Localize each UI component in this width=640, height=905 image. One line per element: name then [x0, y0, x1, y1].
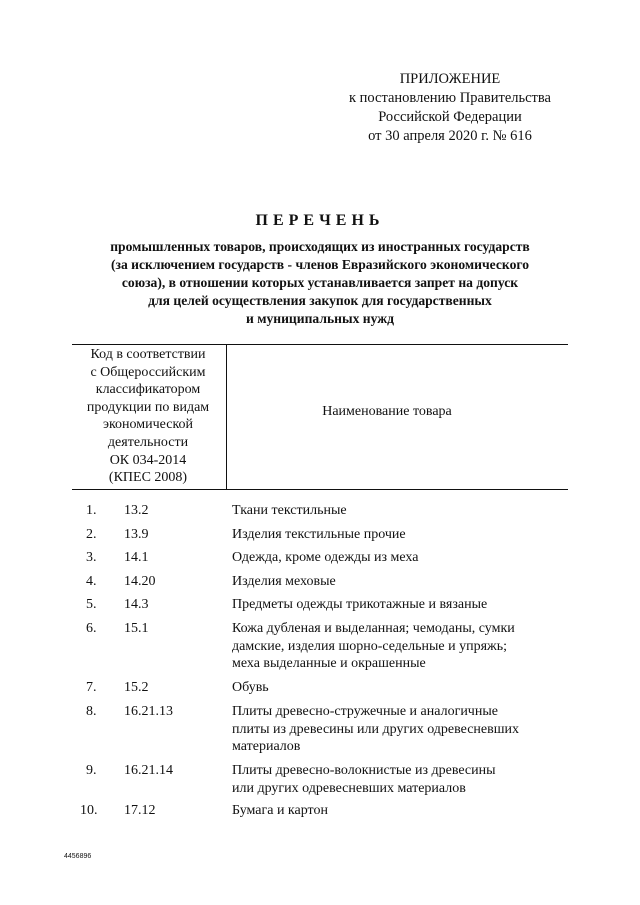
column-header-line: продукции по видам — [86, 399, 210, 415]
appendix-line: к постановлению Правительства — [349, 90, 551, 106]
row-code: 15.2 — [124, 680, 149, 695]
row-number: 10. — [80, 803, 98, 818]
column-header-name: Наименование товара — [322, 404, 452, 419]
row-name-line: или других одревесневших материалов — [232, 780, 466, 796]
subtitle-line: и муниципальных нужд — [245, 311, 394, 326]
row-name-line: Ткани текстильные — [232, 503, 347, 518]
column-header-line: классификатором — [95, 382, 201, 398]
row-code: 15.1 — [124, 621, 149, 636]
subtitle-line: союза), в отношении которых устанавливается запрет на допуск — [121, 275, 519, 290]
column-header-line: (КПЕС 2008) — [108, 470, 188, 486]
row-code: 16.21.13 — [124, 704, 173, 719]
row-number: 5. — [86, 597, 97, 612]
row-name-line: Бумага и картон — [232, 803, 328, 818]
row-name-line: Обувь — [232, 680, 269, 695]
row-code: 17.12 — [124, 803, 156, 818]
appendix-line: ПРИЛОЖЕНИЕ — [399, 71, 501, 87]
row-name-line: Одежда, кроме одежды из меха — [232, 550, 419, 565]
row-number: 6. — [86, 621, 97, 636]
table-header-bottom-rule — [72, 489, 568, 490]
row-number: 1. — [86, 503, 97, 518]
subtitle-line: для целей осуществления закупок для государственных — [148, 293, 492, 308]
row-name — [232, 526, 562, 544]
row-name-line: меха выделанные и окрашенные — [232, 656, 426, 672]
row-name — [232, 549, 562, 567]
row-name — [232, 502, 562, 520]
table-top-rule — [72, 344, 568, 345]
appendix-line: Российской Федерации — [378, 109, 522, 125]
row-name-line: Плиты древесно-волокнистые из древесины — [232, 763, 496, 778]
row-name — [232, 620, 562, 673]
row-name — [232, 596, 562, 614]
row-name — [232, 703, 562, 756]
subtitle-line: (за исключением государств - членов Евразийского экономического — [111, 257, 529, 272]
row-name-line: дамские, изделия шорно-седельные и упряжь; — [232, 638, 507, 654]
document-title: ПЕРЕЧЕНЬ — [255, 212, 385, 229]
row-number: 4. — [86, 574, 97, 589]
document-subtitle — [72, 238, 568, 328]
row-number: 8. — [86, 704, 97, 719]
column-header-line: Код в соответствии — [90, 347, 206, 362]
appendix-line: от 30 апреля 2020 г. № 616 — [368, 128, 532, 144]
row-name — [232, 679, 562, 697]
row-number: 7. — [86, 680, 97, 695]
column-header-line: ОК 034-2014 — [109, 452, 187, 468]
row-number: 2. — [86, 527, 97, 542]
subtitle-line: промышленных товаров, происходящих из иностранных государств — [110, 239, 530, 254]
row-name-line: материалов — [232, 739, 301, 755]
column-header-line: деятельности — [107, 434, 189, 450]
row-name-line: Кожа дубленая и выделанная; чемоданы, сумки — [232, 621, 515, 636]
row-number: 3. — [86, 550, 97, 565]
row-code: 14.1 — [124, 550, 149, 565]
row-code: 16.21.14 — [124, 763, 173, 778]
row-code: 14.3 — [124, 597, 149, 612]
document-id: 4456896 — [64, 853, 92, 860]
row-name-line: Плиты древесно-стружечные и аналогичные — [232, 704, 498, 719]
row-name — [232, 762, 562, 797]
row-code: 13.9 — [124, 527, 149, 542]
column-header-code — [72, 346, 224, 487]
row-number: 9. — [86, 763, 97, 778]
row-name — [232, 802, 562, 820]
row-name-line: Изделия текстильные прочие — [232, 527, 406, 542]
row-name-line: Предметы одежды трикотажные и вязаные — [232, 597, 488, 612]
column-header-line: экономической — [102, 417, 194, 433]
row-name — [232, 573, 562, 591]
appendix-header — [330, 70, 570, 146]
row-code: 13.2 — [124, 503, 149, 518]
table-column-divider — [226, 344, 227, 490]
row-name-line: Изделия меховые — [232, 574, 336, 589]
row-code: 14.20 — [124, 574, 156, 589]
row-name-line: плиты из древесины или других одревесневших — [232, 721, 520, 737]
column-header-line: с Общероссийским — [90, 364, 206, 380]
